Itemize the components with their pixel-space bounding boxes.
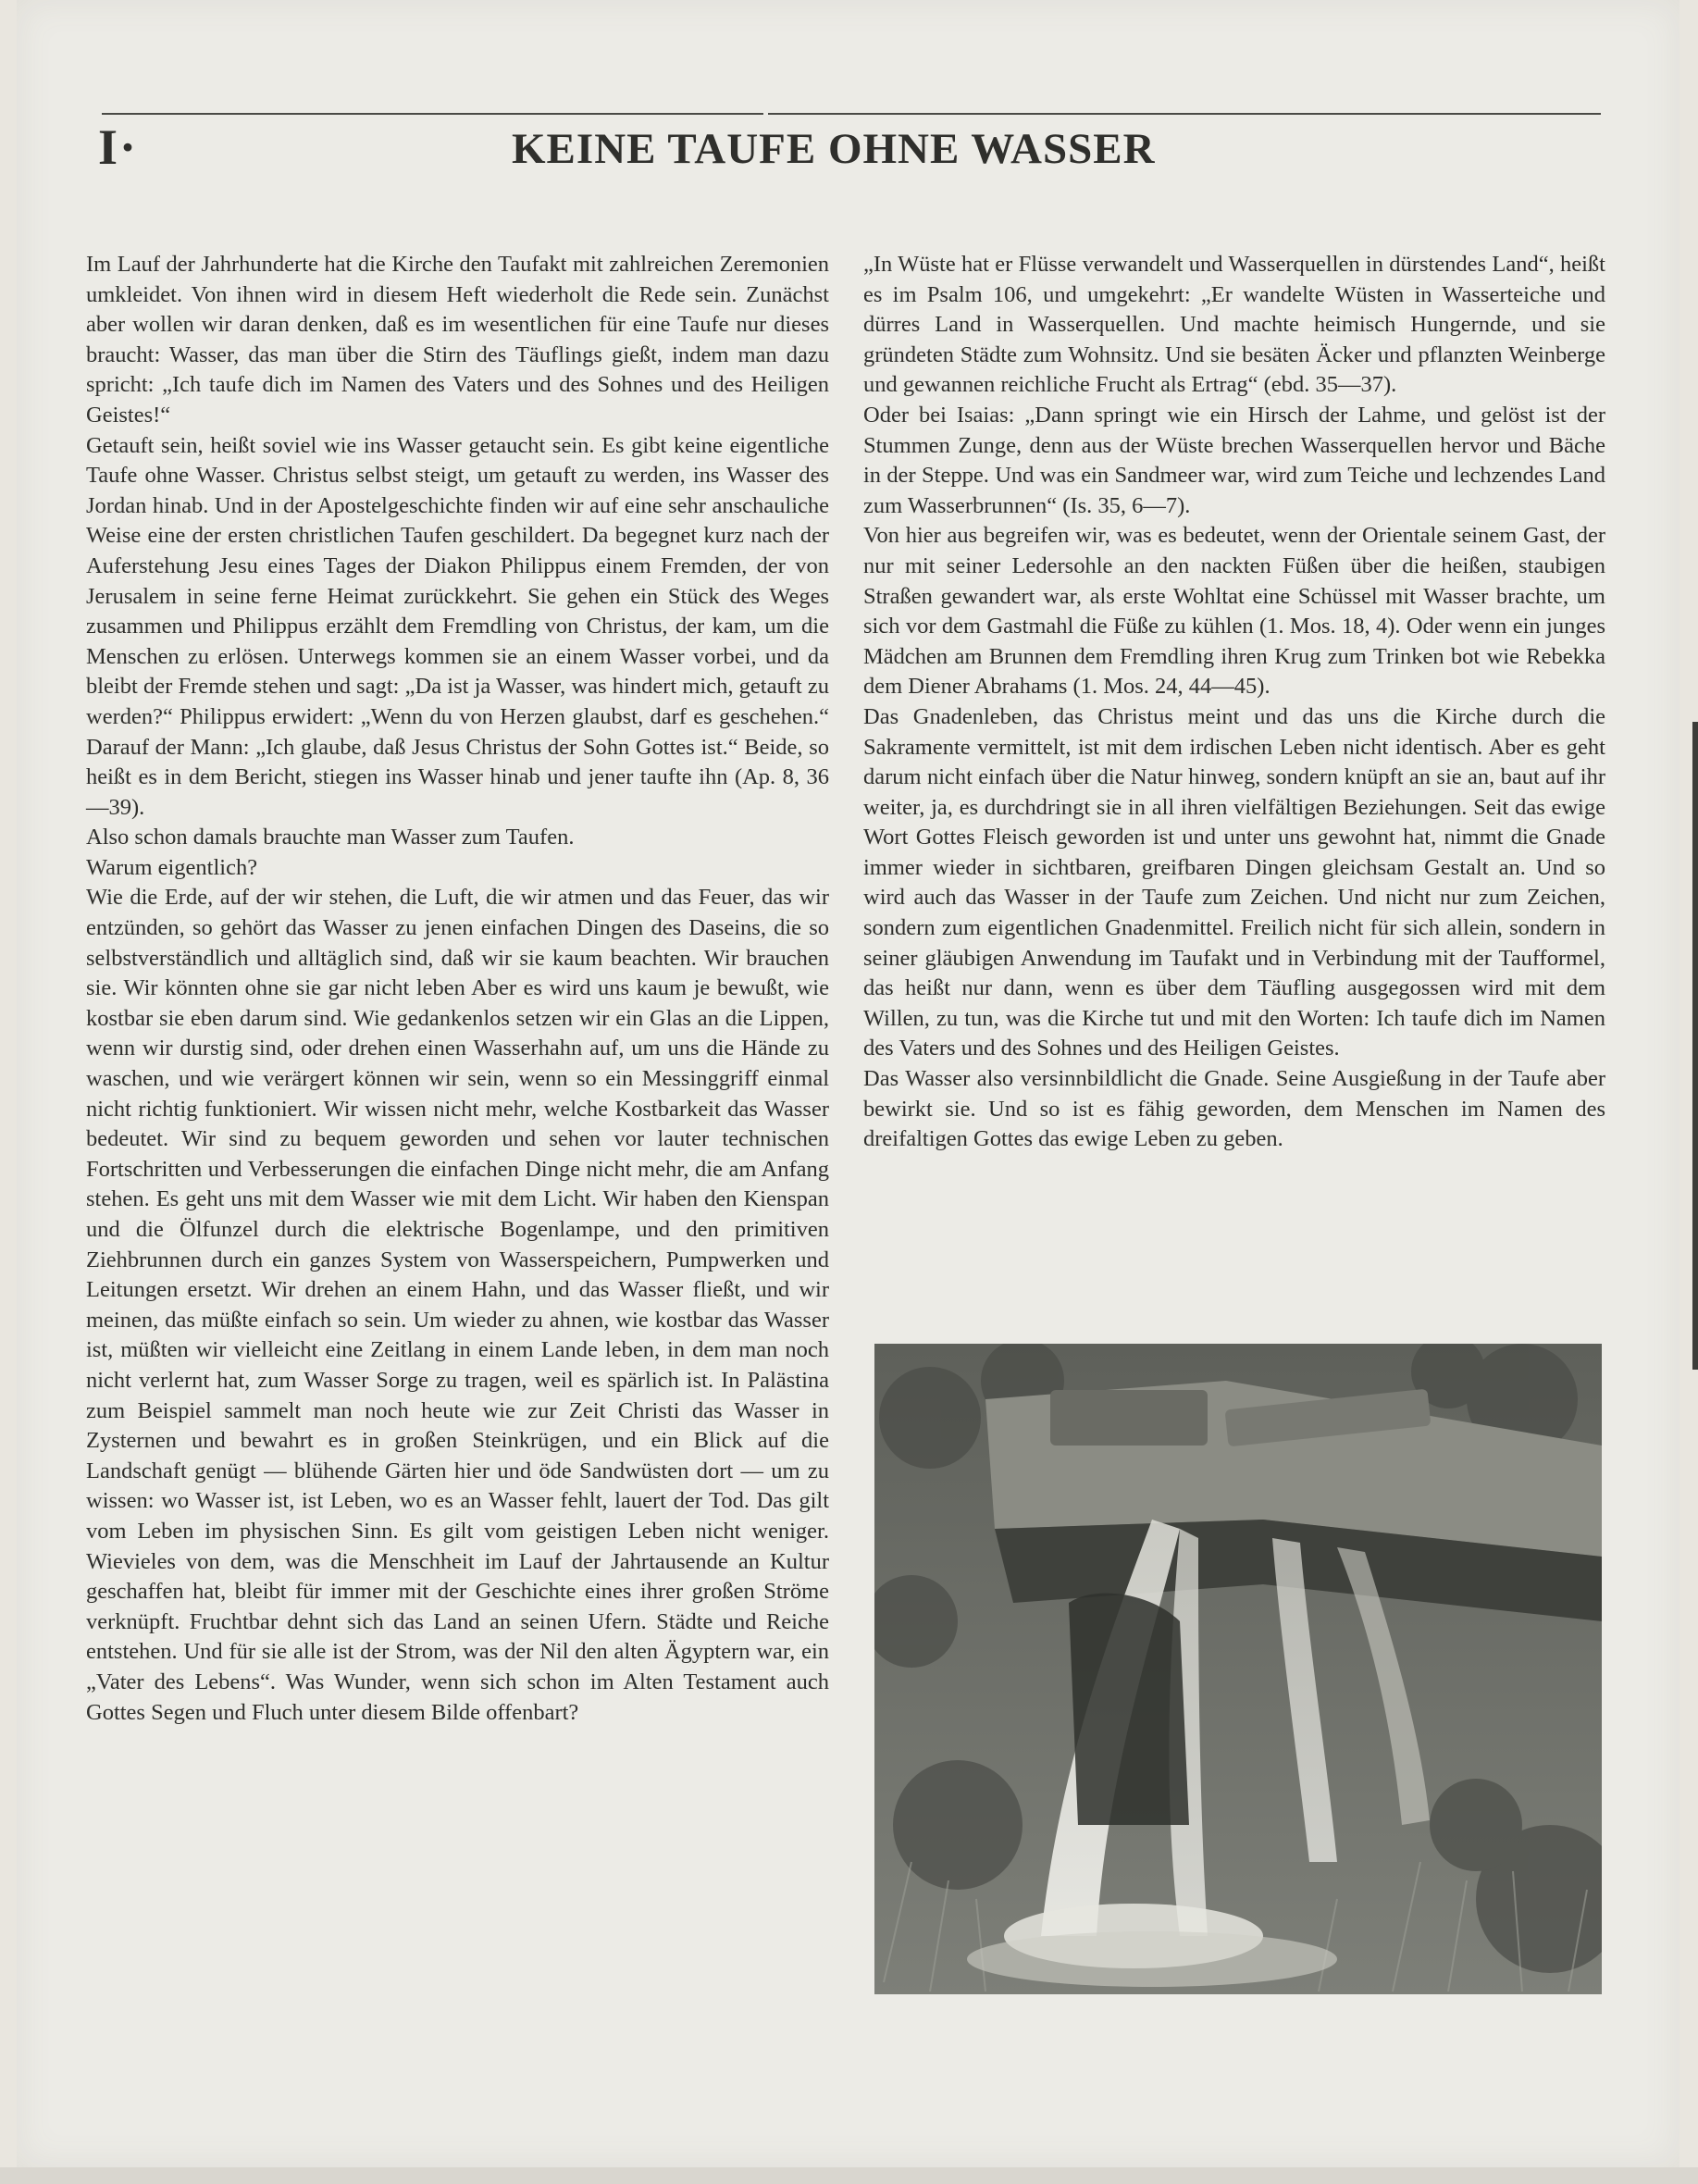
- page-title: KEINE TAUFE OHNE WASSER: [512, 125, 1156, 173]
- paragraph: Also schon damals brauchte man Wasser zum Taufen.: [86, 825, 575, 850]
- paragraph: Von hier aus begreifen wir, was es bedeutet, wenn der Orientale seinem Gast, der nur mit seiner Ledersohle an den nackten Füßen über die heißen, staubigen Straßen gewandert war, als erste Wohltat eine Schüssel mit Wasser brachte, um sich vor dem Gastmahl die Füße zu kühlen (1. Mos. 18, 4). Oder wenn ein junges Mädchen am Brunnen dem Fremdling ihren Krug zum Trinken bot wie Rebekka dem Diener Abrahams (1. Mos. 24, 44—45).: [863, 523, 1605, 700]
- text-column-right: [863, 250, 1605, 1155]
- paragraph: Warum eigentlich?: [86, 854, 258, 880]
- header-rule-left: [102, 113, 763, 115]
- page-edge-mark: [1692, 722, 1698, 1370]
- paragraph: Wie die Erde, auf der wir stehen, die Luft, die wir atmen und das Feuer, das wir entzünden, so gehört das Wasser zu jenen einfachen Dingen des Daseins, die so selbstverständlich und alltäglich sind, daß wir sie kaum beachten. Wir brauchen sie. Wir könnten ohne sie gar nicht leben Aber es wird uns kaum je bewußt, wie kostbar sie eben darum sind. Wie gedankenlos setzen wir ein Glas an die Lippen, wenn wir durstig sind, oder drehen einen Wasserhahn auf, um uns die Hände zu waschen, und wie verärgert können wir sein, wenn so ein Messinggriff einmal nicht richtig funktioniert. Wir wissen nicht mehr, welche Kostbarkeit das Wasser bedeutet. Wir sind zu bequem geworden und sehen vor lauter technischen Fortschritten und Verbesserungen die einfachen Dinge nicht mehr, die am Anfang stehen. Es geht uns mit dem Wasser wie mit dem Licht. Wir haben den Kienspan und die Ölfunzel durch die elektrische Bogenlampe, und den primitiven Ziehbrunnen durch ein ganzes System von Wasserspeichern, Pumpwerken und Leitungen ersetzt. Wir drehen an einem Hahn, und das Wasser fließt, und wir meinen, das müßte einfach so sein. Um wieder zu ahnen, wie kostbar das Wasser ist, müßten wir vielleicht eine Zeitlang in einem Lande leben, in dem man noch nicht verlernt hat, zum Wasser Sorge zu tragen, weil es spärlich ist. In Palästina zum Beispiel sammelt man noch heute wie zur Zeit Christi das Wasser in Zysternen und bewahrt es in großen Steinkrügen, und ein Blick auf die Landschaft genügt — blühende Gärten hier und öde Sandwüsten dort — um zu wissen: wo Wasser ist, ist Leben, wo es an Wasser fehlt, lauert der Tod. Das gilt vom Leben im physischen Sinn. Es gilt vom geistigen Leben nicht weniger. Wievieles von dem, was die Menschheit im Lauf der Jahrtausende an Kultur geschaffen hat, bleibt für immer mit der Geschichte eines ihrer großen Ströme verknüpft. Fruchtbar dehnt sich das Land an seinen Ufern. Städte und Reiche entstehen. Und für sie alle ist der Strom, was der Nil den alten Ägyptern war, ein „Vater des Lebens“. Was Wunder, wenn sich schon im Alten Testament auch Gottes Segen und Fluch unter diesem Bilde offenbart?: [86, 885, 829, 1725]
- paragraph: Das Gnadenleben, das Christus meint und das uns die Kirche durch die Sakramente vermittelt, ist mit dem irdischen Leben nicht identisch. Aber es geht darum nicht einfach über die Natur hinweg, sondern knüpft an sie an, baut auf ihr weiter, ja, es durchdringt sie in all ihren vielfältigen Beziehungen. Seit das ewige Wort Gottes Fleisch geworden ist und unter uns gewohnt hat, nimmt die Gnade immer wieder in sichtbaren, greifbaren Dingen gleichsam Gestalt an. Und so wird auch das Wasser in der Taufe zum Zeichen. Und nicht nur zum Zeichen, sondern zum eigentlichen Gnadenmittel. Freilich nicht für sich allein, sondern in seiner gläubigen Anwendung im Taufakt und in Verbindung mit der Taufformel, das heißt nur dann, wenn es über dem Täufling ausgegossen wird mit dem Willen, zu tun, was die Kirche tut und mit den Worten: Ich taufe dich im Namen des Vaters und des Sohnes und des Heiligen Geistes.: [863, 703, 1605, 1061]
- paragraph: Im Lauf der Jahrhunderte hat die Kirche den Taufakt mit zahlreichen Zeremonien umkleidet. Von ihnen wird in diesem Heft wiederholt die Rede sein. Zunächst aber wollen wir daran denken, daß es im wesentlichen für eine Taufe nur dieses braucht: Wasser, das man über die Stirn des Täuflings gießt, indem man dazu spricht: „Ich taufe dich im Namen des Vaters und des Sohnes und des Heiligen Geistes!“: [86, 252, 829, 428]
- waterfall-photo: [874, 1344, 1602, 1994]
- paragraph: Oder bei Isaias: „Dann springt wie ein Hirsch der Lahme, und gelöst ist der Stummen Zunge, denn aus der Wüste brechen Wasserquellen hervor und Bäche in der Steppe. Und was ein Sandmeer war, wird zum Teiche und lechzendes Land zum Wasserbrunnen“ (Is. 35, 6—7).: [863, 402, 1605, 518]
- magazine-page: [17, 0, 1679, 2167]
- chapter-number: I·: [98, 119, 139, 175]
- paragraph: Das Wasser also versinnbildlicht die Gnade. Seine Ausgießung in der Taufe aber bewirkt sie. Und so ist es fähig geworden, dem Menschen im Namen des dreifaltigen Gottes das ewige Leben zu geben.: [863, 1066, 1605, 1152]
- header-rule-right: [768, 113, 1601, 115]
- page-bottom-strip: [0, 2167, 1698, 2184]
- paragraph: Getauft sein, heißt soviel wie ins Wasser getaucht sein. Es gibt keine eigentliche Taufe ohne Wasser. Christus selbst steigt, um getauft zu werden, ins Wasser des Jordan hinab. Und in der Apostelgeschichte finden wir auf eine sehr anschauliche Weise eine der ersten christlichen Taufen geschildert. Da begegnet kurz nach der Auferstehung Jesu eines Tages der Diakon Philippus einem Fremden, der von Jerusalem in seine ferne Heimat zurückkehrt. Sie gehen ein Stück des Weges zusammen und Philippus erzählt dem Fremdling von Christus, der kam, um die Menschen zu erlösen. Unterwegs kommen sie an einem Wasser vorbei, und da bleibt der Fremde stehen und sagt: „Da ist ja Wasser, was hindert mich, getauft zu werden?“ Philippus erwidert: „Wenn du von Herzen glaubst, darf es geschehen.“ Darauf der Mann: „Ich glaube, daß Jesus Christus der Sohn Gottes ist.“ Beide, so heißt es in dem Bericht, stiegen ins Wasser hinab und jener taufte ihn (Ap. 8, 36—39).: [86, 432, 829, 820]
- text-column-left: [86, 250, 829, 1728]
- waterfall-illustration: [874, 1344, 1602, 1994]
- paragraph: „In Wüste hat er Flüsse verwandelt und Wasserquellen in dürstendes Land“, heißt es im Psalm 106, und umgekehrt: „Er wandelte Wüsten in Wasserteiche und dürres Land in Wasserquellen. Und machte heimisch Hungernde, und sie gründeten Städte zum Wohnsitz. Und sie besäten Äcker und pflanzten Weinberge und gewannen reichliche Frucht als Ertrag“ (ebd. 35—37).: [863, 252, 1605, 398]
